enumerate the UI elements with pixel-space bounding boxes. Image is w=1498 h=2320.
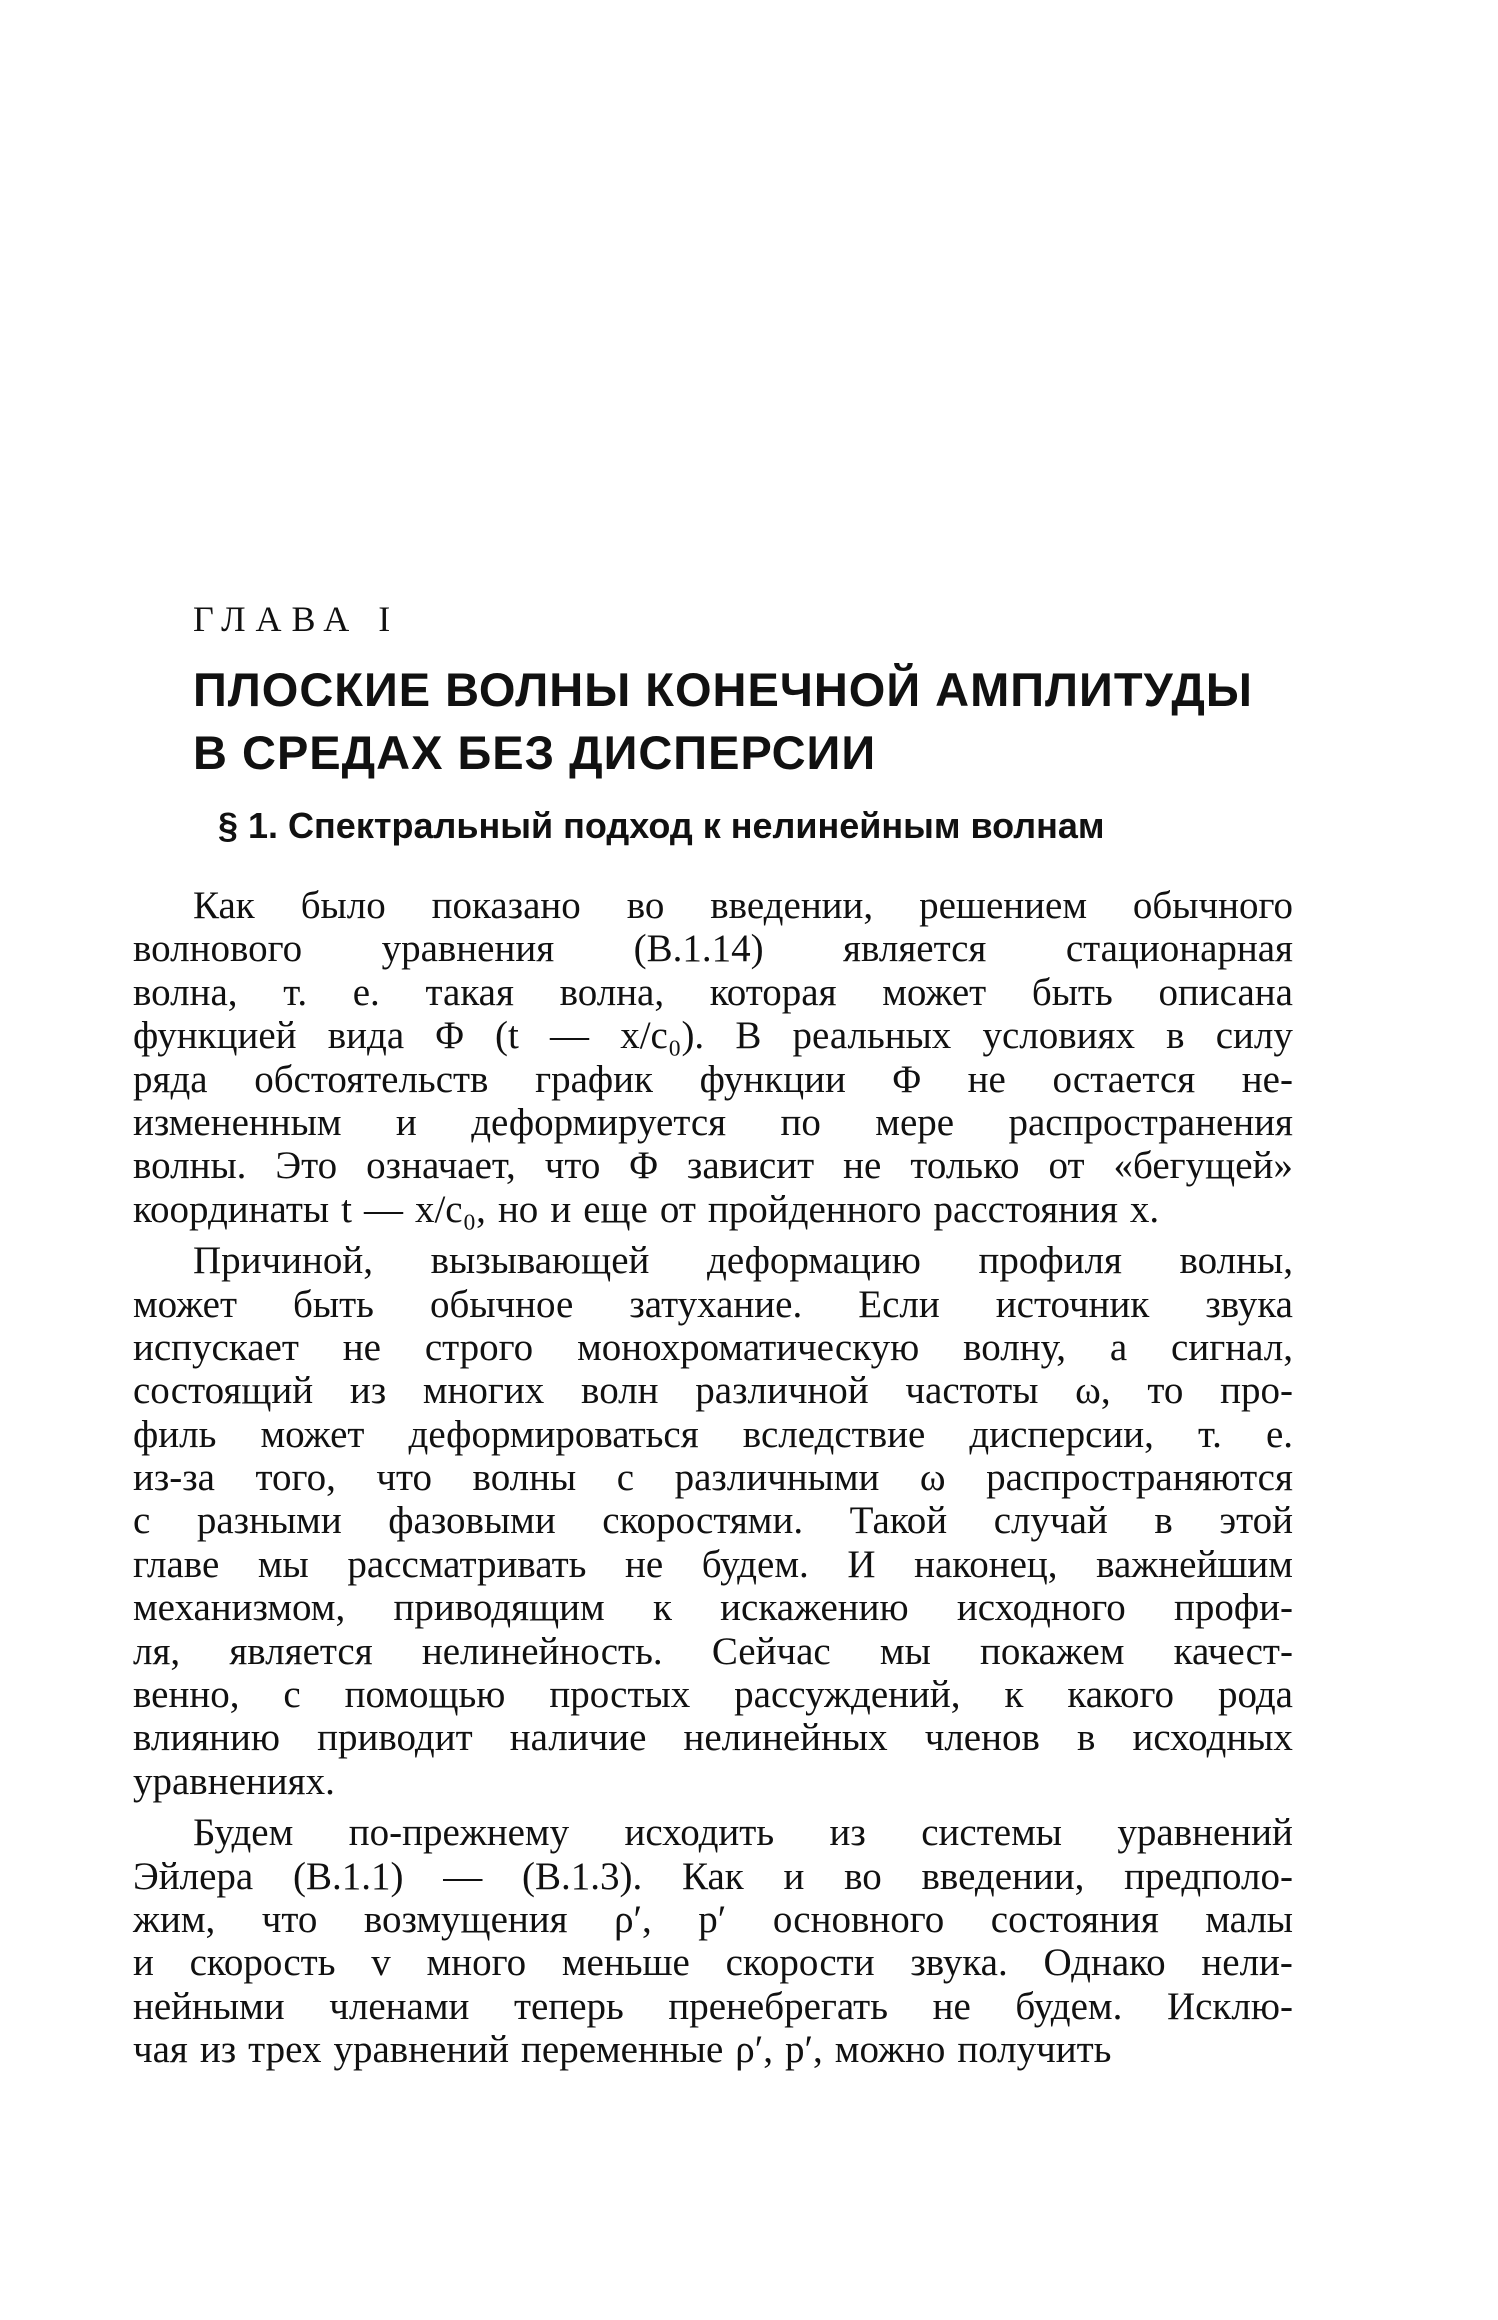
- text-line: Эйлера (В.1.1) — (В.1.3). Как и во введении, предполо-: [133, 1854, 1293, 1898]
- text-line: влиянию приводит наличие нелинейных членов в исходных: [133, 1716, 1293, 1760]
- text-line: координаты t — x/c₀, но и еще от пройденного расстояния x.: [133, 1187, 1160, 1231]
- paragraph: [133, 1811, 1293, 2071]
- text-line: волна, т. е. такая волна, которая может быть описана: [133, 970, 1293, 1014]
- chapter-title-line: ПЛОСКИЕ ВОЛНЫ КОНЕЧНОЙ АМПЛИТУДЫ: [193, 663, 1253, 716]
- text-line: ля, является нелинейность. Сейчас мы покажем качест-: [133, 1629, 1293, 1673]
- text-line: жим, что возмущения ρ′, p′ основного состояния малы: [133, 1897, 1293, 1941]
- text-line: измененным и деформируется по мере распространения: [133, 1100, 1293, 1144]
- text-line: нейными членами теперь пренебрегать не будем. Исклю-: [133, 1984, 1293, 2028]
- text-line: главе мы рассматривать не будем. И наконец, важнейшим: [133, 1542, 1293, 1586]
- text-line: может быть обычное затухание. Если источник звука: [133, 1282, 1293, 1326]
- text-line: чая из трех уравнений переменные ρ′, p′, можно получить: [133, 2028, 1112, 2072]
- text-line: с разными фазовыми скоростями. Такой случай в этой: [133, 1499, 1293, 1543]
- text-line: из-за того, что волны с различными ω распространяются: [133, 1456, 1293, 1500]
- text-line: ряда обстоятельств график функции Φ не остается не-: [133, 1057, 1293, 1101]
- text-line: венно, с помощью простых рассуждений, к какого рода: [133, 1673, 1293, 1717]
- chapter-title: [193, 658, 1293, 784]
- text-line: функцией вида Φ (t — x/c₀). В реальных условиях в силу: [133, 1014, 1293, 1058]
- section-heading: § 1. Спектральный подход к нелинейным волнам: [218, 805, 1105, 846]
- paragraph: [133, 1239, 1293, 1803]
- paragraph: [133, 884, 1293, 1231]
- chapter-title-line: В СРЕДАХ БЕЗ ДИСПЕРСИИ: [193, 726, 877, 779]
- text-line: механизмом, приводящим к искажению исходного профи-: [133, 1586, 1293, 1630]
- text-line: волны. Это означает, что Φ зависит не только от «бегущей»: [133, 1144, 1293, 1188]
- chapter-label: ГЛАВА I: [193, 599, 401, 639]
- text-line: испускает не строго монохроматическую волну, а сигнал,: [133, 1325, 1293, 1369]
- body-text: [133, 884, 1293, 2072]
- text-line: волнового уравнения (В.1.14) является стационарная: [133, 927, 1293, 971]
- text-line: филь может деформироваться вследствие дисперсии, т. е.: [133, 1412, 1293, 1456]
- text-line: Будем по-прежнему исходить из системы уравнений: [193, 1811, 1293, 1855]
- text-line: Как было показано во введении, решением обычного: [193, 884, 1293, 927]
- text-line: и скорость v много меньше скорости звука. Однако нели-: [133, 1941, 1293, 1985]
- text-line: уравнениях.: [133, 1759, 335, 1803]
- text-line: состоящий из многих волн различной частоты ω, то про-: [133, 1369, 1293, 1413]
- text-line: Причиной, вызывающей деформацию профиля волны,: [193, 1239, 1293, 1283]
